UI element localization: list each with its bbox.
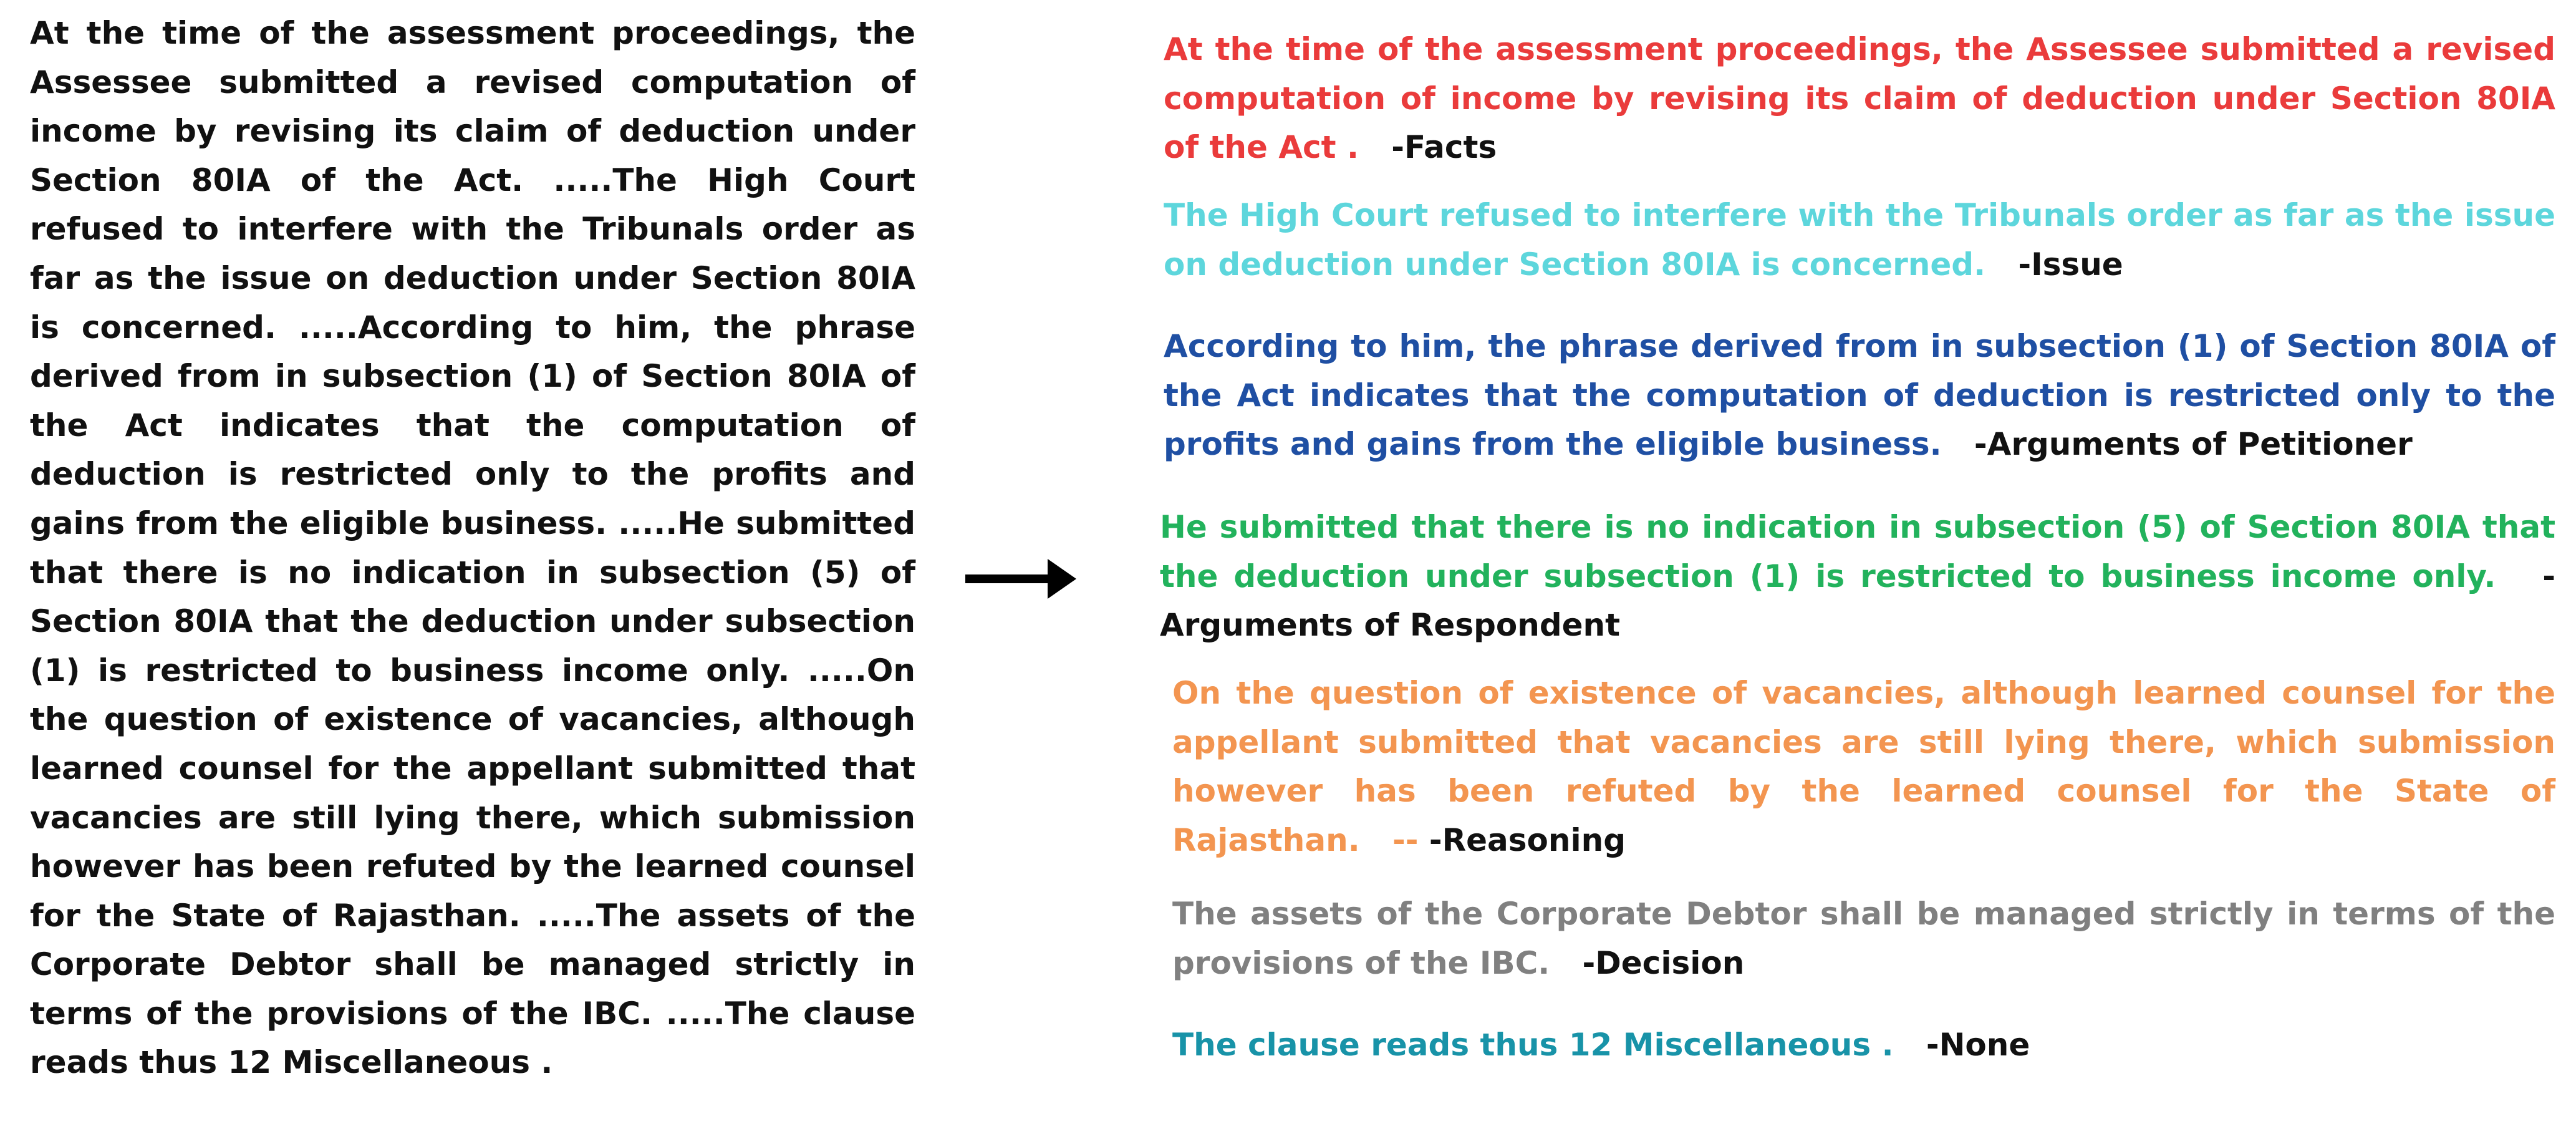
segment-label: -Facts [1391, 129, 1497, 166]
segment-facts [1164, 25, 2555, 172]
source-paragraph: At the time of the assessment proceedings, the Assessee submitted a revised computation of income by revising its claim of deduction under Section 80IA of the Act. .....The High Court refused to interfere with the Tribunals order as far as the issue on deduction under Section 80IA is concerned. .....According to him, the phrase derived from in subsection (1) of Section 80IA of the Act indicates that the computation of deduction is restricted only to the profits and gains from the eligible business. .....He submitted that there is no indication in subsection (5) of Section 80IA that the deduction under subsection (1) is restricted to business income only. .....On the question of existence of vacancies, although learned counsel for the appellant submitted that vacancies are still lying there, which submission however has been refuted by the learned counsel for the State of Rajasthan. .....The assets of the Corporate Debtor shall be managed strictly in terms of the provisions of the IBC. .....The clause reads thus 12 Miscellaneous . [30, 15, 915, 1081]
right-arrow-icon [965, 554, 1084, 604]
segment-none [1172, 1020, 2555, 1070]
segment-text: The clause reads thus 12 Miscellaneous . [1172, 1027, 1894, 1063]
segment-text: At the time of the assessment proceedings, the Assessee submitted a revised computation of income by revising its claim of deduction under Section 80IA of the Act . [1164, 31, 2555, 166]
segment-arguments-respondent [1160, 503, 2555, 650]
segment-text: On the question of existence of vacancies, although learned counsel for the appellant submitted that vacancies are still lying there, which submission however has been refuted by the learned counsel for the State of Rajasthan. [1172, 675, 2555, 858]
segment-label: -Decision [1582, 944, 1745, 981]
segment-dash-mark: -- [1392, 822, 1419, 858]
segment-label: -None [1926, 1027, 2030, 1063]
segment-label: -Arguments of Petitioner [1974, 426, 2413, 463]
segment-text: He submitted that there is no indication in subsection (5) of Section 80IA that the deduction under subsection (1) is restricted to business income only. [1160, 509, 2555, 594]
segment-label: -Issue [2018, 246, 2123, 283]
segment-label: -Arguments of Respondent [1160, 558, 2555, 644]
segment-issue [1164, 191, 2555, 289]
segment-arguments-petitioner [1164, 322, 2555, 469]
segment-reasoning [1172, 669, 2555, 865]
segment-label: -Reasoning [1429, 822, 1626, 858]
segment-decision [1172, 889, 2555, 987]
segment-text: The assets of the Corporate Debtor shall be managed strictly in terms of the provisions of the IBC. [1172, 896, 2555, 981]
segment-text: The High Court refused to interfere with the Tribunals order as far as the issue on deduction under Section 80IA is concerned. [1164, 197, 2555, 283]
segment-text: According to him, the phrase derived from in subsection (1) of Section 80IA of the Act indicates that the computation of deduction is restricted only to the profits and gains from the eligible business. [1164, 328, 2555, 463]
